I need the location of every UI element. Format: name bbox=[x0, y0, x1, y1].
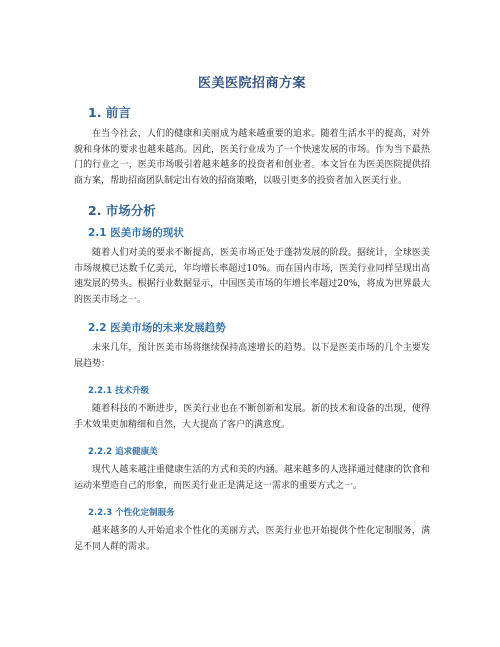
intro-paragraph: 在当今社会，人们的健康和美丽成为越来越重要的追求。随着生活水平的提高，对外貌和身体的要求也越来越高。因此，医美行业成为了一个快速发展的市场。作为当下最热门的行业之一，医美市场吸引着越来越多的投资者和创业者。本文旨在为医美医院提供招商方案，帮助招商团队制定出有效的招商策略，以吸引更多的投资者加入医美行业。 bbox=[74, 129, 430, 186]
document-title: 医美医院招商方案 bbox=[197, 76, 306, 91]
subsection-heading-current-status: 2.1 医美市场的现状 bbox=[88, 227, 184, 239]
trend-heading-healthy-beauty: 2.2.2 追求健康美 bbox=[88, 447, 158, 457]
trend-heading-tech-upgrade: 2.2.1 技术升级 bbox=[88, 386, 150, 396]
trend-paragraph-healthy-beauty: 现代人越来越注重健康生活的方式和美的内涵。越来越多的人选择通过健康的饮食和运动来塑造自己的形象，而医美行业正是满足这一需求的重要方式之一。 bbox=[74, 465, 430, 491]
trend-paragraph-custom-service: 越来越多的人开始追求个性化的美丽方式，医美行业也开始提供个性化定制服务，满足不同人群的需求。 bbox=[74, 526, 430, 552]
document-page bbox=[74, 72, 430, 567]
trend-heading-custom-service: 2.2.3 个性化定制服务 bbox=[88, 508, 175, 518]
trend-paragraph-tech-upgrade: 随着科技的不断进步，医美行业也在不断创新和发展。新的技术和设备的出现，使得手术效果更加精细和自然，大大提高了客户的满意度。 bbox=[74, 404, 430, 430]
future-trends-paragraph: 未来几年，预计医美市场将继续保持高速增长的趋势。以下是医美市场的几个主要发展趋势： bbox=[74, 343, 430, 369]
section-heading-intro: 1. 前言 bbox=[88, 105, 131, 120]
section-heading-market-analysis: 2. 市场分析 bbox=[88, 203, 156, 218]
subsection-heading-future-trends: 2.2 医美市场的未来发展趋势 bbox=[88, 322, 226, 334]
current-status-paragraph: 随着人们对美的要求不断提高，医美市场正处于蓬勃发展的阶段。据统计，全球医美市场规模已达数千亿美元，年均增长率超过10%。而在国内市场，医美行业同样呈现出高速发展的势头。根据行业数据显示，中国医美市场的年增长率超过20%，将成为世界最大的医美市场之一。 bbox=[74, 248, 430, 305]
